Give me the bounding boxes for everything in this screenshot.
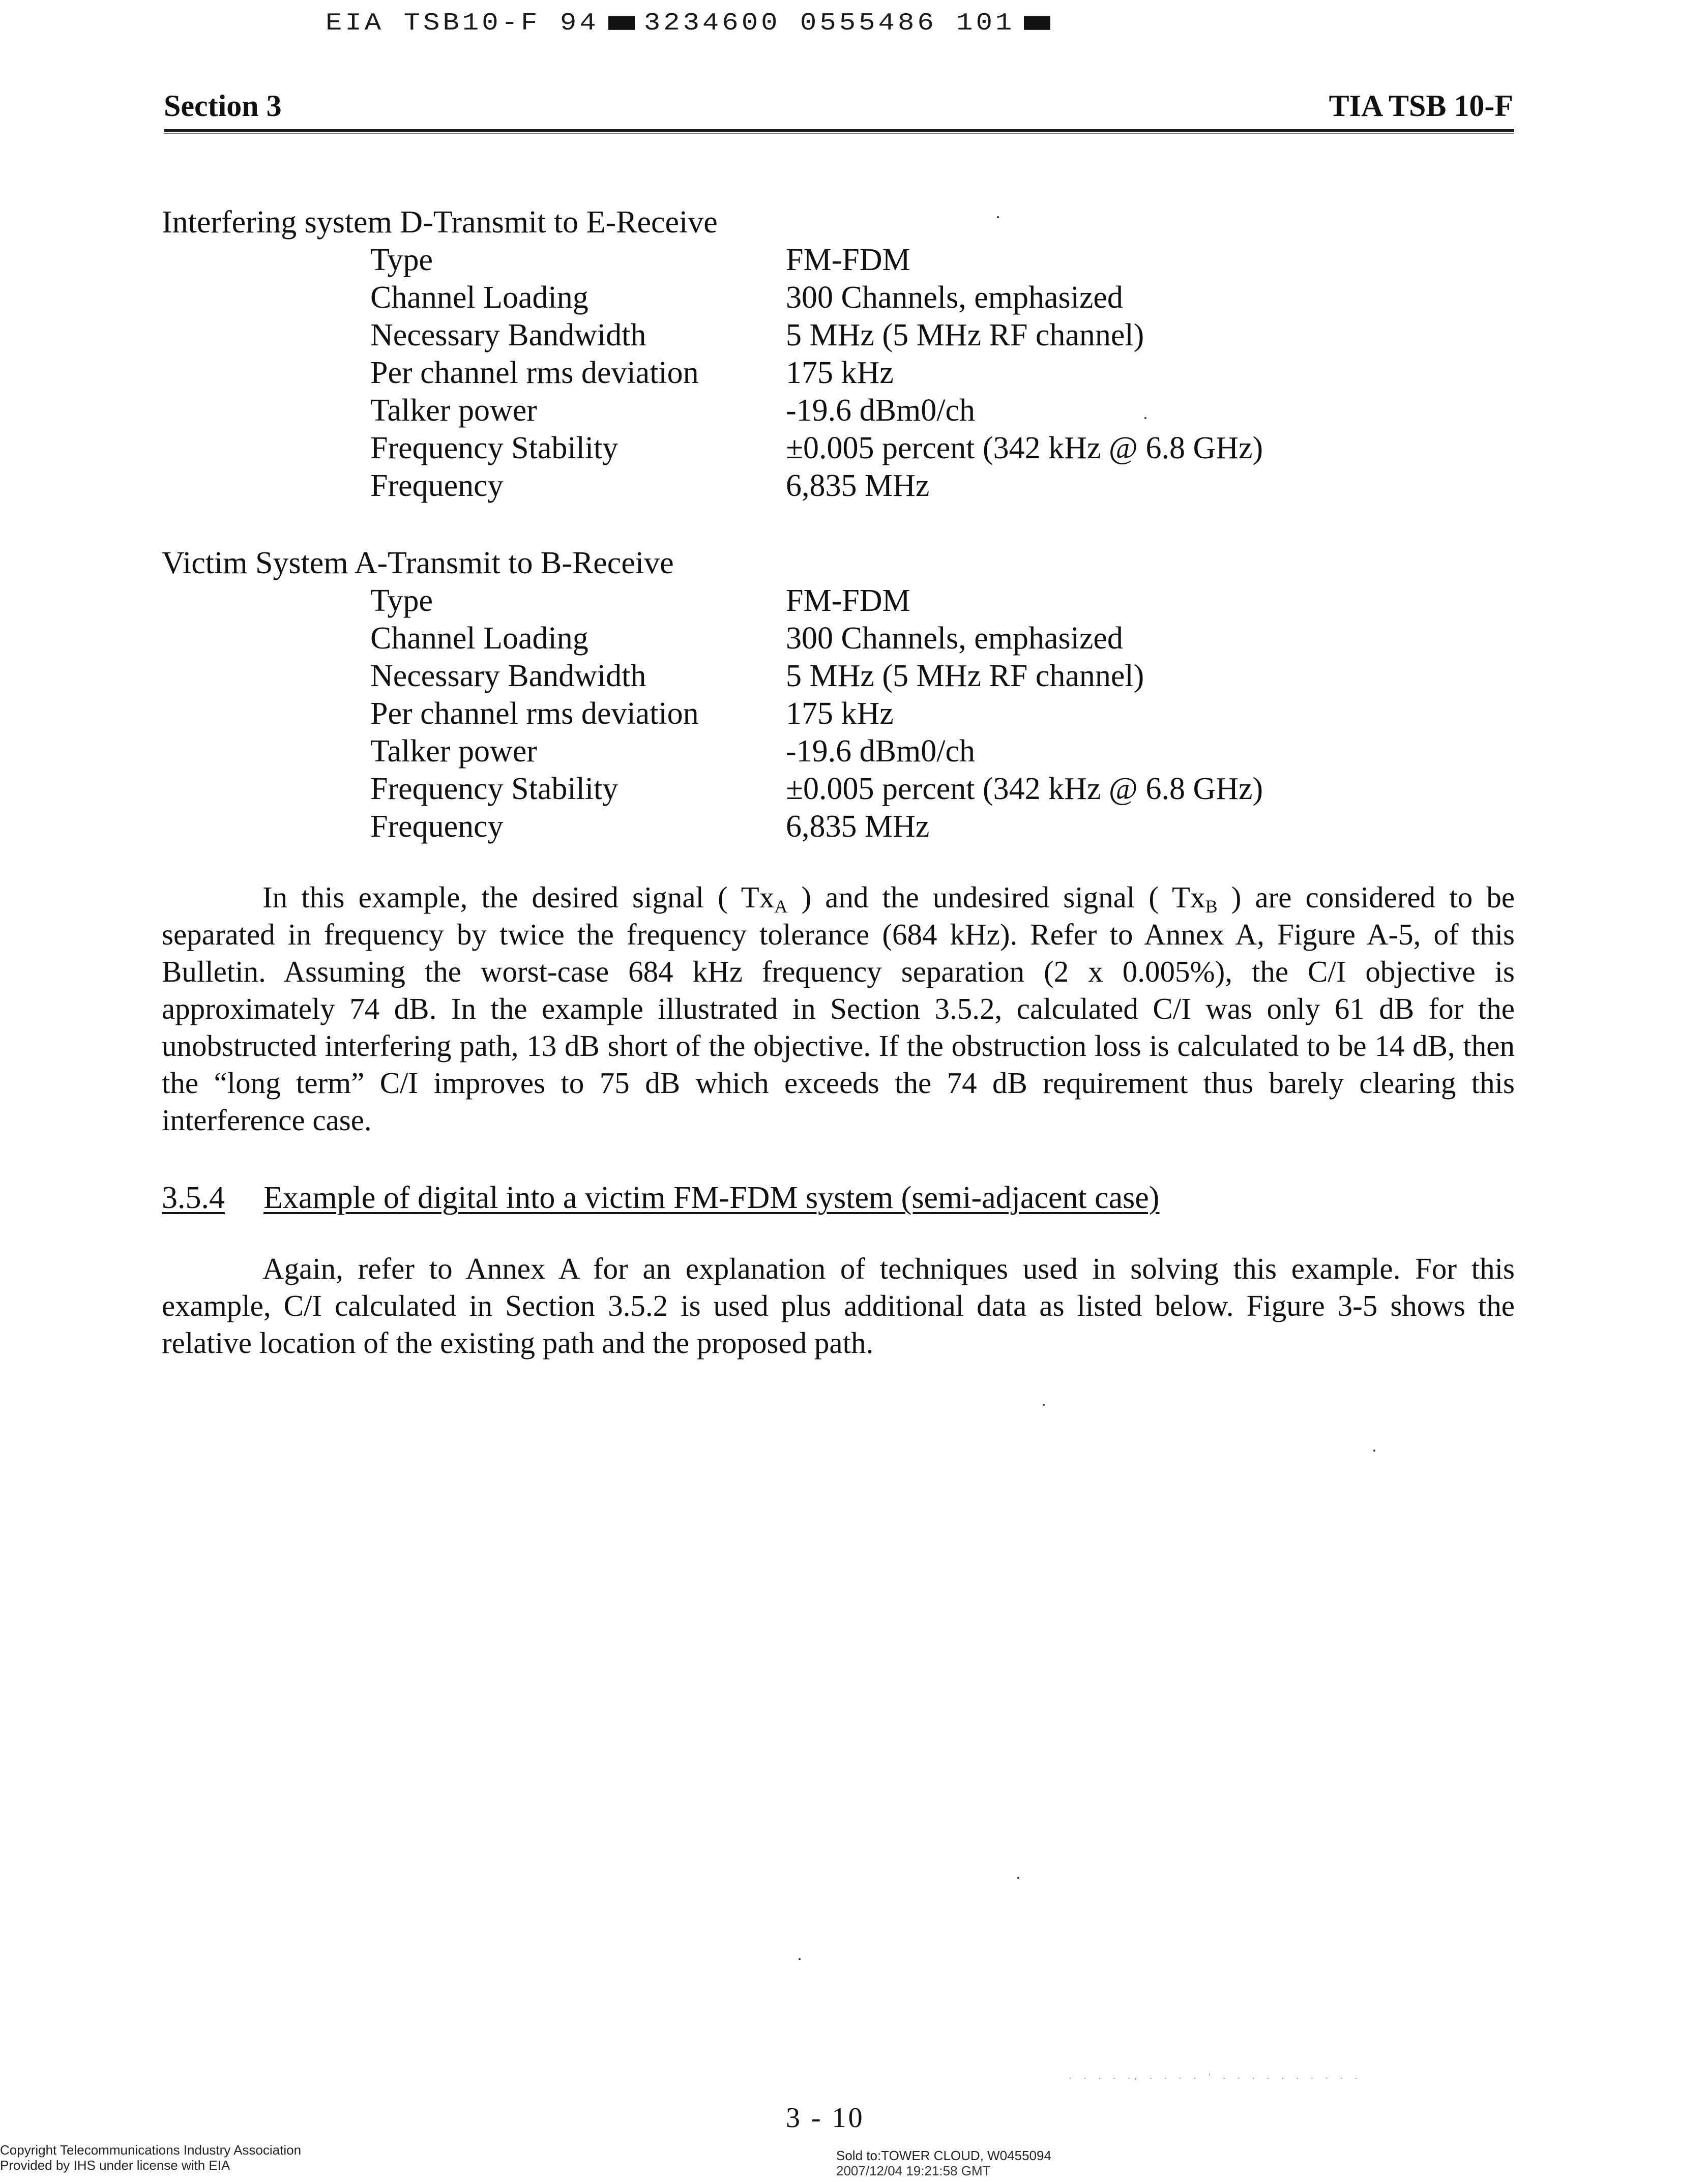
spec-label: Per channel rms deviation xyxy=(370,696,699,731)
spec-label: Channel Loading xyxy=(370,621,588,656)
spec-value: 300 Channels, emphasized xyxy=(786,621,1123,656)
interfering-system-title: Interfering system D-Transmit to E-Receive xyxy=(162,205,718,240)
scan-speck xyxy=(997,216,999,218)
spec-label: Type xyxy=(370,243,433,277)
stamp-text-1: EIA TSB10-F 94 xyxy=(326,9,599,38)
spec-value: 300 Channels, emphasized xyxy=(786,280,1123,315)
spec-value: ±0.005 percent (342 kHz @ 6.8 GHz) xyxy=(786,772,1263,806)
spec-label: Necessary Bandwidth xyxy=(370,659,646,693)
scan-noise: . . . . ., . . . . ' . . . . . . . . . . xyxy=(1068,2073,1362,2081)
subscript-b: B xyxy=(1205,896,1218,917)
paragraph-digital-example-intro xyxy=(162,1250,1515,1362)
sold-to-notice xyxy=(836,2148,1051,2178)
section-heading-3-5-4 xyxy=(162,1179,1159,1217)
paragraph-text: ) are considered to be separated in frequency by twice the frequency tolerance (684 kHz). Refer to Annex A, Figure A-5, of this Bulletin. Assuming the worst-case 684 kHz frequency separation (2 x 0.005%), the C/I objective is approximately 74 dB. In the example illustrated in Section 3.5.2, calculated C/I was only 61 dB for the unobstructed interfering path, 13 dB short of the objective. If the obstruction loss is calculated to be 14 dB, then the “long term” C/I improves to 75 dB which exceeds the 74 dB requirement thus barely clearing this interference case. xyxy=(162,880,1515,1137)
stamp-text-2: 3234600 0555486 101 xyxy=(643,9,1015,38)
section-title: Example of digital into a victim FM-FDM system (semi-adjacent case) xyxy=(263,1181,1160,1215)
paragraph-text: In this example, the desired signal ( Tx xyxy=(262,880,775,914)
page-number: 3 - 10 xyxy=(786,2102,865,2134)
spec-label: Type xyxy=(370,583,433,618)
spec-label: Channel Loading xyxy=(370,280,588,315)
spec-label: Frequency xyxy=(370,468,504,503)
copyright-line-2: Provided by IHS under license with EIA xyxy=(0,2158,230,2173)
spec-value: 5 MHz (5 MHz RF channel) xyxy=(786,659,1144,693)
sold-to-line: Sold to:TOWER CLOUD, W0455094 xyxy=(836,2148,1051,2163)
copyright-notice xyxy=(0,2142,301,2173)
scan-speck xyxy=(1017,1877,1019,1879)
scan-speck xyxy=(1144,417,1146,419)
stamp-block-mark xyxy=(608,16,635,30)
scan-speck xyxy=(1043,1404,1045,1406)
header-section-label: Section 3 xyxy=(164,89,282,123)
spec-value: 5 MHz (5 MHz RF channel) xyxy=(786,318,1144,352)
paragraph-text: Again, refer to Annex A for an explanation of techniques used in solving this example. For this example, C/I calculated in Section 3.5.2 is used plus additional data as listed below. Figure 3-5 shows the relative location of the existing path and the proposed path. xyxy=(162,1252,1515,1360)
header-rule-shadow xyxy=(164,133,1514,134)
spec-value: -19.6 dBm0/ch xyxy=(786,393,975,428)
spec-label: Frequency xyxy=(370,809,504,844)
spec-value: 175 kHz xyxy=(786,356,894,390)
spec-value: -19.6 dBm0/ch xyxy=(786,734,975,769)
spec-value: 175 kHz xyxy=(786,696,894,731)
section-number: 3.5.4 xyxy=(162,1181,225,1215)
spec-value: ±0.005 percent (342 kHz @ 6.8 GHz) xyxy=(786,431,1263,465)
spec-label: Necessary Bandwidth xyxy=(370,318,646,352)
spec-label: Talker power xyxy=(370,393,537,428)
spec-label: Frequency Stability xyxy=(370,772,619,806)
spec-value: FM-FDM xyxy=(786,583,910,618)
scan-stamp xyxy=(326,5,1059,38)
copyright-line-1: Copyright Telecommunications Industry Association xyxy=(0,2142,302,2158)
spec-value: FM-FDM xyxy=(786,243,910,277)
paragraph-frequency-separation xyxy=(162,879,1515,1139)
sold-to-timestamp: 2007/12/04 19:21:58 GMT xyxy=(836,2163,991,2178)
header-rule xyxy=(164,129,1514,132)
header-document-id: TIA TSB 10-F xyxy=(1329,89,1513,123)
spec-label: Talker power xyxy=(370,734,537,769)
stamp-block-mark xyxy=(1024,16,1050,30)
spec-value: 6,835 MHz xyxy=(786,468,930,503)
paragraph-text: ) and the undesired signal ( Tx xyxy=(787,880,1205,914)
spec-label: Frequency Stability xyxy=(370,431,619,465)
spec-value: 6,835 MHz xyxy=(786,809,930,844)
subscript-a: A xyxy=(774,896,788,917)
scan-speck xyxy=(799,1958,801,1960)
victim-system-title: Victim System A-Transmit to B-Receive xyxy=(162,546,674,580)
spec-label: Per channel rms deviation xyxy=(370,356,699,390)
scan-speck xyxy=(1373,1450,1375,1452)
